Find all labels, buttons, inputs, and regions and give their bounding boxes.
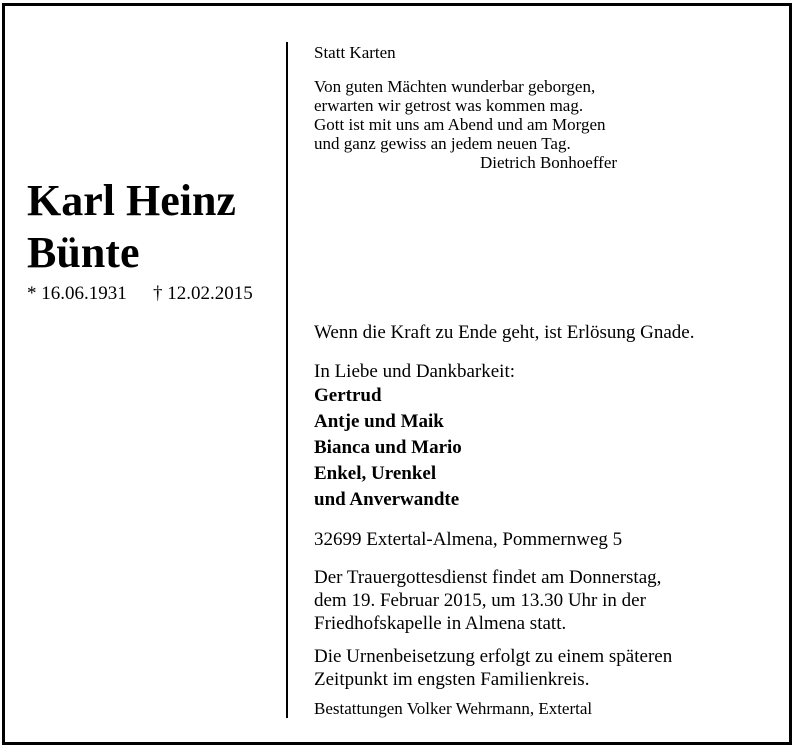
poem-author: Dietrich Bonhoeffer (480, 153, 618, 172)
mourners-list (314, 383, 462, 513)
undertaker: Bestattungen Volker Wehrmann, Extertal (314, 699, 593, 718)
header-text: Statt Karten (314, 43, 396, 62)
mourners-intro: In Liebe und Dankbarkeit: (314, 361, 516, 382)
deceased-last-name: Bünte (27, 228, 140, 277)
column-divider (286, 42, 288, 718)
service-line: Friedhofskapelle in Almena statt. (314, 613, 567, 634)
poem-line: erwarten wir getrost was kommen mag. (314, 96, 584, 115)
mourner-name: und Anverwandte (314, 489, 460, 510)
burial-info (314, 645, 672, 691)
poem-line: Von guten Mächten wunderbar geborgen, (314, 77, 596, 96)
address: 32699 Extertal-Almena, Pommernweg 5 (314, 529, 623, 550)
poem (314, 77, 617, 172)
burial-line: Zeitpunkt im engsten Familienkreis. (314, 669, 590, 690)
quote: Wenn die Kraft zu Ende geht, ist Erlösung Gnade. (314, 322, 695, 343)
mourner-name: Gertrud (314, 385, 382, 406)
death-date: † 12.02.2015 (153, 283, 253, 304)
burial-line: Die Urnenbeisetzung erfolgt zu einem späteren (314, 646, 673, 667)
birth-date: * 16.06.1931 (27, 283, 127, 304)
poem-line: Gott ist mit uns am Abend und am Morgen (314, 115, 606, 134)
deceased-first-name: Karl Heinz (27, 176, 236, 225)
deceased-name (27, 175, 236, 279)
life-dates (27, 282, 267, 306)
service-line: dem 19. Februar 2015, um 13.30 Uhr in der (314, 590, 646, 611)
mourner-name: Antje und Maik (314, 411, 444, 432)
poem-line: und ganz gewiss an jedem neuen Tag. (314, 134, 571, 153)
mourner-name: Enkel, Urenkel (314, 463, 437, 484)
service-line: Der Trauergottesdienst findet am Donnerstag, (314, 567, 662, 588)
service-info (314, 566, 661, 635)
mourner-name: Bianca und Mario (314, 437, 462, 458)
